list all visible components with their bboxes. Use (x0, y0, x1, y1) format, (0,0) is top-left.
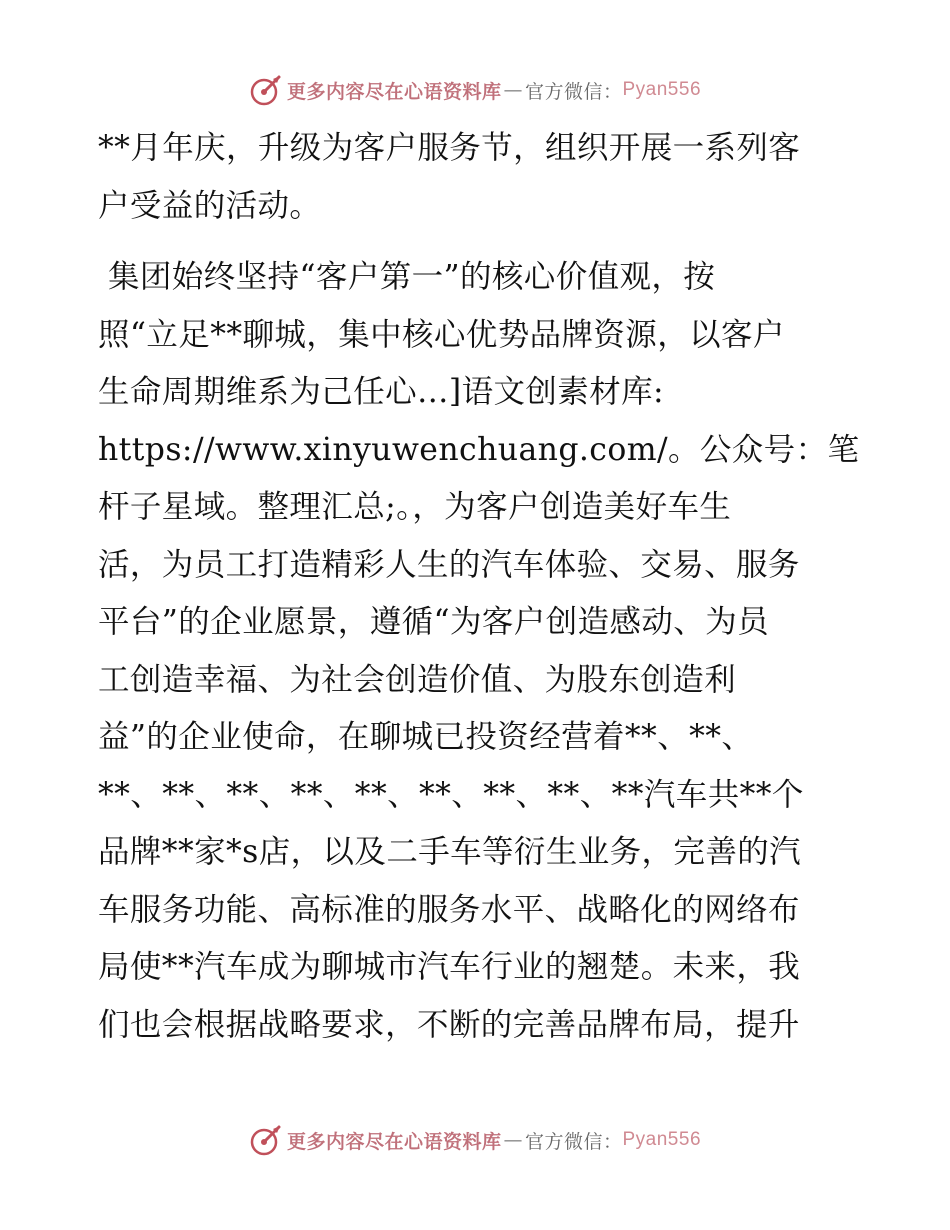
body-line: 户受益的活动。 (98, 187, 322, 224)
body-line: 们也会根据战略要求，不断的完善品牌布局，提升 (98, 1006, 800, 1043)
body-line: 局使**汽车成为聊城市汽车行业的翘楚。未来，我 (98, 949, 801, 985)
body-line: **月年庆，升级为客户服务节，组织开展一系列客 (98, 130, 801, 166)
quill-pen-logo-icon (249, 1123, 283, 1157)
body-line: **、**、**、**、**、**、**、**、**汽车共**个 (98, 776, 804, 813)
body-line: 品牌**家*s店，以及二手车等衍生业务，完善的汽 (98, 834, 802, 870)
body-line: 杆子星域。整理汇总;。，为客户创造美好车生 (98, 489, 732, 525)
body-line: 平台”的企业愿景，遵循“为客户创造感动、为员 (98, 604, 770, 640)
body-line: 活，为员工打造精彩人生的汽车体验、交易、服务 (98, 546, 800, 583)
body-line-url: https://www.xinyuwenchuang.com/。公众号：笔 (98, 431, 860, 468)
body-line: 车服务功能、高标准的服务水平、战略化的网络布 (98, 891, 800, 928)
watermark-separator: — (503, 1129, 523, 1151)
watermark-main-text: 更多内容尽在心语资料库 (286, 1130, 502, 1153)
body-line: 生命周期维系为己任心…]语文创素材库: (98, 374, 665, 410)
watermark-label: 官方微信： (524, 1130, 623, 1153)
quill-pen-logo-icon (249, 73, 283, 107)
header-watermark (0, 70, 950, 110)
body-line: 集团始终坚持“客户第一”的核心价值观，按 (108, 259, 716, 295)
watermark-label: 官方微信： (524, 80, 623, 103)
watermark-wechat-id: Pyan556 (622, 1129, 702, 1150)
body-line: 益”的企业使命，在聊城已投资经营着**、**、 (98, 719, 754, 755)
watermark-main-text: 更多内容尽在心语资料库 (286, 80, 502, 103)
body-line: 照“立足**聊城，集中核心优势品牌资源，以客户 (98, 316, 785, 353)
watermark-separator: — (503, 79, 523, 101)
body-line: 工创造幸福、为社会创造价值、为股东创造利 (98, 661, 737, 698)
watermark-wechat-id: Pyan556 (622, 79, 702, 100)
document-body (98, 120, 868, 1054)
footer-watermark (0, 1120, 950, 1160)
